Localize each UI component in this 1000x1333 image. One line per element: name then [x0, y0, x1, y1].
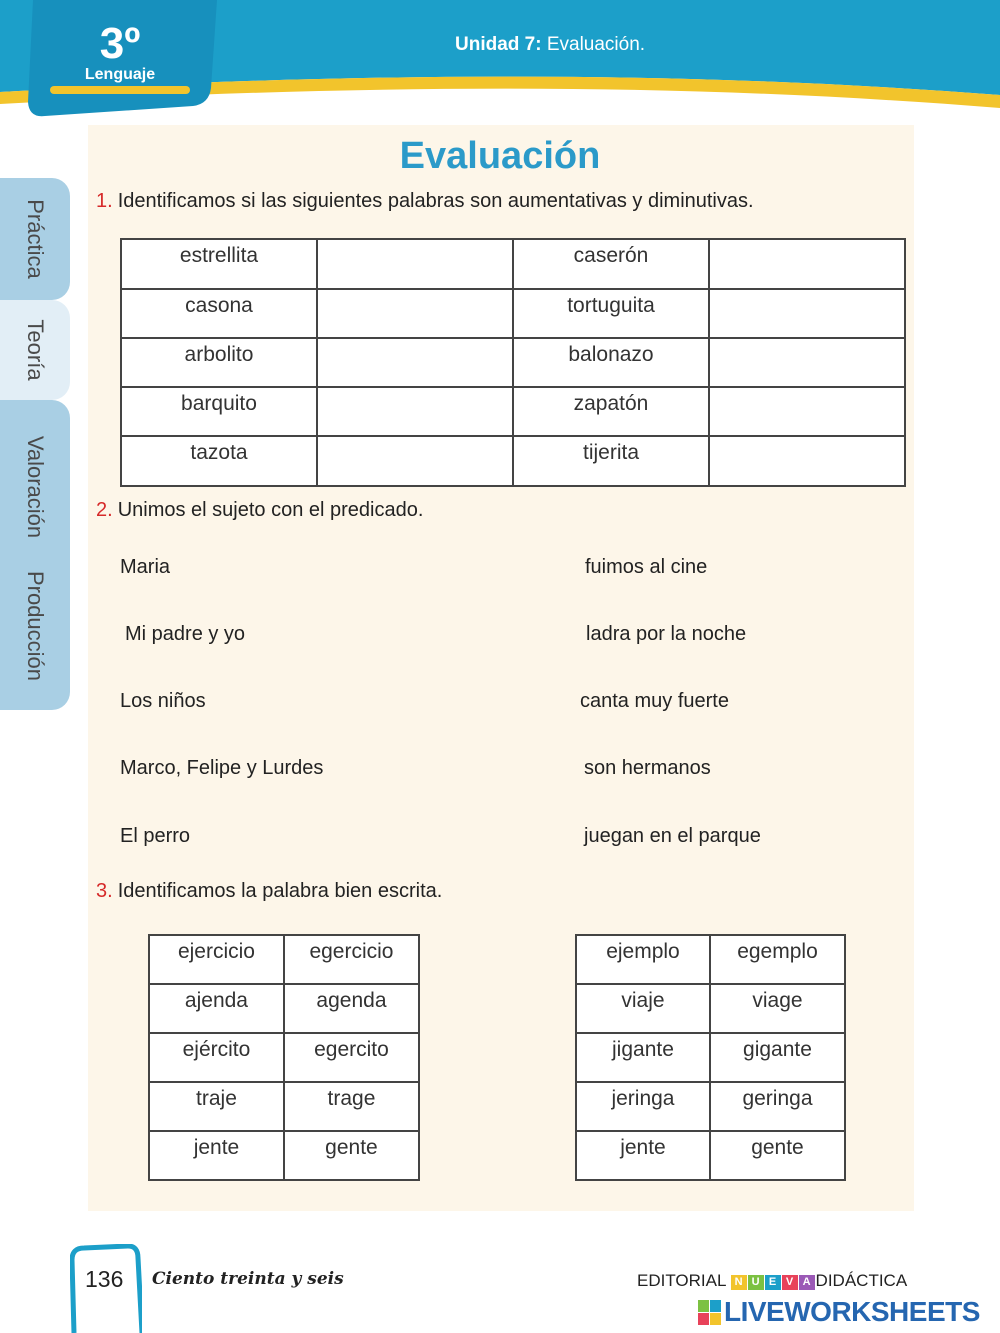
table-row — [149, 1131, 419, 1180]
question-1-number: 1. — [96, 190, 113, 212]
q1-word: arbolito — [121, 338, 317, 387]
table-row — [576, 1082, 845, 1131]
tab-produccion-label: Producción — [23, 571, 48, 682]
grade-subject: Lenguaje — [84, 66, 156, 83]
tab-valoracion-label: Valoración — [23, 435, 48, 538]
tab-teoria-label: Teoría — [23, 319, 48, 381]
q1-word: zapatón — [513, 387, 709, 436]
publisher-left: EDITORIAL — [637, 1271, 726, 1290]
table-row — [149, 935, 419, 984]
word-option[interactable]: gigante — [710, 1033, 845, 1082]
word-option[interactable]: egercicio — [284, 935, 419, 984]
word-option[interactable]: ejemplo — [576, 935, 710, 984]
table-row — [576, 984, 845, 1033]
word-option[interactable]: viaje — [576, 984, 710, 1033]
table-row — [576, 1131, 845, 1180]
subject-item[interactable]: El perro — [120, 825, 191, 847]
liveworksheets-logo-icon — [698, 1300, 722, 1326]
subject-item[interactable]: Marco, Felipe y Lurdes — [120, 757, 324, 779]
question-2-text: Unimos el sujeto con el predicado. — [117, 499, 424, 521]
unit-name: Evaluación. — [541, 34, 646, 55]
publisher-name — [637, 1271, 907, 1291]
unit-label: Unidad 7: — [455, 34, 542, 55]
tab-valoracion-produccion[interactable] — [0, 400, 70, 710]
page-number: 136 — [85, 1266, 124, 1292]
q1-answer-cell[interactable] — [709, 239, 905, 289]
q1-answer-cell[interactable] — [709, 338, 905, 387]
word-option[interactable]: ejercicio — [149, 935, 284, 984]
question-2-number: 2. — [96, 499, 113, 521]
q1-table — [120, 238, 906, 487]
table-row — [121, 387, 905, 436]
q1-word: tortuguita — [513, 289, 709, 338]
word-option[interactable]: geringa — [710, 1082, 845, 1131]
question-1-text: Identificamos si las siguientes palabras son aumentativas y diminutivas. — [117, 190, 754, 212]
q1-answer-cell[interactable] — [709, 436, 905, 486]
q1-word: casona — [121, 289, 317, 338]
question-2 — [96, 499, 423, 522]
q3-right-table — [575, 934, 846, 1181]
q1-word: barquito — [121, 387, 317, 436]
word-option[interactable]: jente — [576, 1131, 710, 1180]
table-row — [149, 1082, 419, 1131]
word-option[interactable]: gente — [710, 1131, 845, 1180]
word-option[interactable]: jigante — [576, 1033, 710, 1082]
word-option[interactable]: jente — [149, 1131, 284, 1180]
q1-answer-cell[interactable] — [317, 387, 513, 436]
subject-item[interactable]: Los niños — [120, 690, 206, 712]
question-3 — [96, 880, 442, 903]
q1-answer-cell[interactable] — [317, 436, 513, 486]
q1-word: balonazo — [513, 338, 709, 387]
table-row — [121, 289, 905, 338]
subject-item[interactable]: Maria — [120, 556, 171, 578]
q3-left-table — [148, 934, 420, 1181]
word-option[interactable]: ajenda — [149, 984, 284, 1033]
q1-word: tazota — [121, 436, 317, 486]
publisher-right: DIDÁCTICA — [815, 1271, 908, 1290]
word-option[interactable]: gente — [284, 1131, 419, 1180]
tab-practica[interactable] — [0, 178, 70, 300]
table-row — [149, 984, 419, 1033]
question-1 — [96, 190, 754, 213]
word-option[interactable]: traje — [149, 1082, 284, 1131]
word-option[interactable]: viage — [710, 984, 845, 1033]
tab-teoria[interactable] — [0, 300, 70, 400]
table-row — [121, 239, 905, 289]
unit-title — [455, 34, 645, 56]
table-row — [576, 935, 845, 984]
q1-answer-cell[interactable] — [317, 338, 513, 387]
q1-answer-cell[interactable] — [709, 387, 905, 436]
predicate-item[interactable]: canta muy fuerte — [580, 690, 729, 712]
predicate-item[interactable]: fuimos al cine — [585, 556, 708, 578]
question-3-text: Identificamos la palabra bien escrita. — [117, 880, 443, 902]
grade-underline — [50, 86, 190, 94]
predicate-item[interactable]: son hermanos — [584, 757, 711, 779]
q1-answer-cell[interactable] — [317, 239, 513, 289]
q1-word: tijerita — [513, 436, 709, 486]
predicate-item[interactable]: ladra por la noche — [586, 623, 747, 645]
question-3-number: 3. — [96, 880, 113, 902]
page-title: Evaluación — [399, 135, 601, 177]
publisher-brand-logo: N U E V A — [731, 1271, 816, 1291]
watermark: LIVEWORKSHEETS — [724, 1296, 980, 1327]
word-option[interactable]: jeringa — [576, 1082, 710, 1131]
grade-number: 3º — [99, 19, 141, 68]
word-option[interactable]: egercito — [284, 1033, 419, 1082]
subject-item[interactable]: Mi padre y yo — [125, 623, 246, 645]
word-option[interactable]: trage — [284, 1082, 419, 1131]
word-option[interactable]: agenda — [284, 984, 419, 1033]
q1-answer-cell[interactable] — [709, 289, 905, 338]
table-row — [149, 1033, 419, 1082]
q1-answer-cell[interactable] — [317, 289, 513, 338]
predicate-item[interactable]: juegan en el parque — [584, 825, 761, 847]
tab-practica-label: Práctica — [23, 199, 48, 279]
page-number-words: Ciento treinta y seis — [152, 1269, 344, 1289]
table-row — [576, 1033, 845, 1082]
word-option[interactable]: ejército — [149, 1033, 284, 1082]
table-row — [121, 436, 905, 486]
q1-word: estrellita — [121, 239, 317, 289]
q1-word: caserón — [513, 239, 709, 289]
table-row — [121, 338, 905, 387]
word-option[interactable]: egemplo — [710, 935, 845, 984]
